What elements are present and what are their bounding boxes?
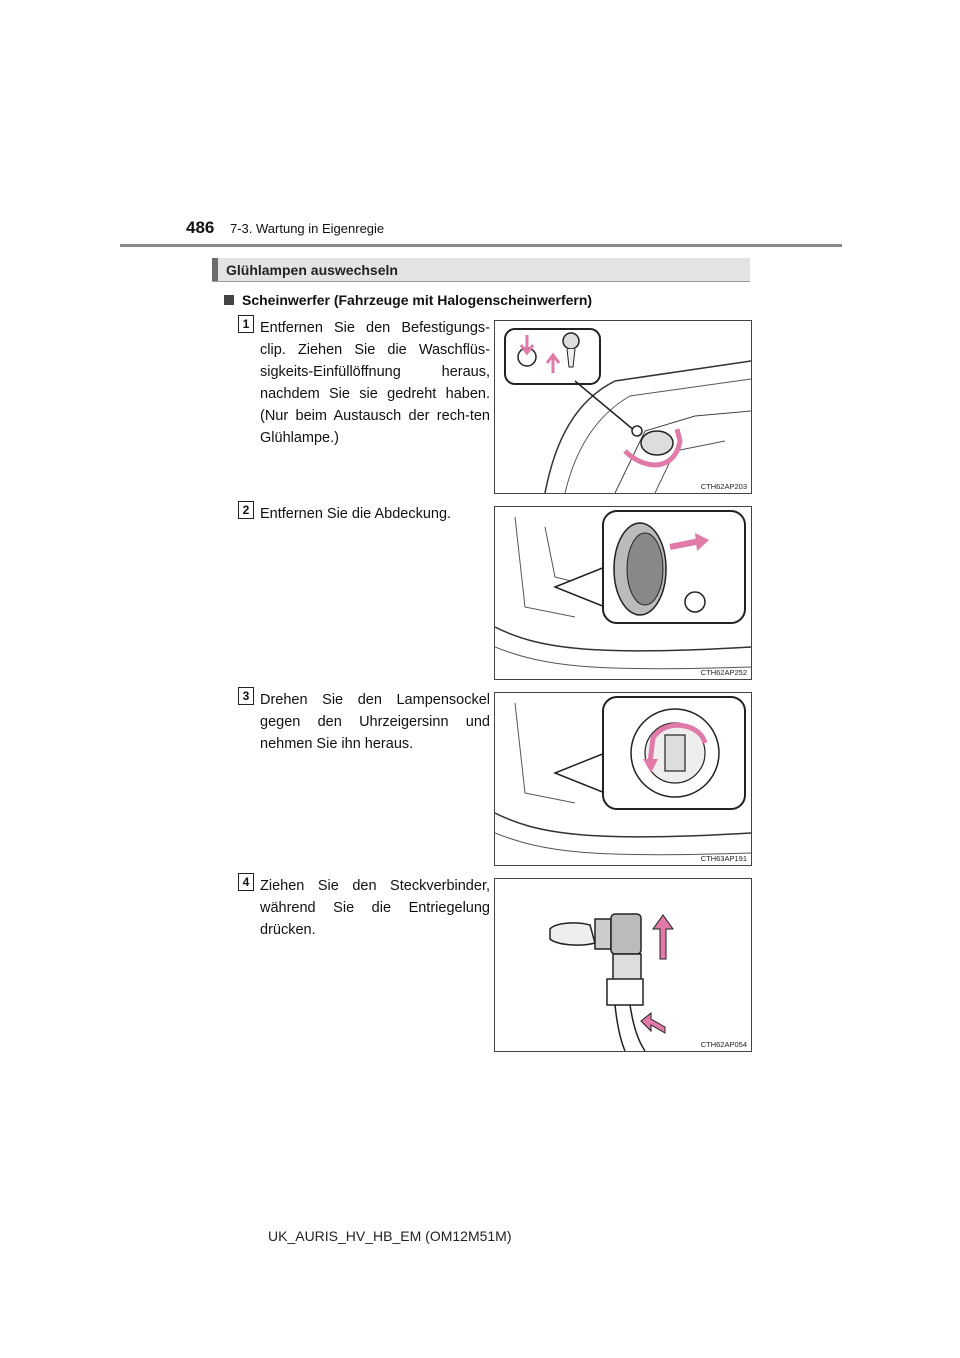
section-heading-underline (212, 281, 750, 282)
figure-code: CTH63AP191 (700, 854, 747, 863)
figure-rotate-socket (494, 692, 752, 866)
step-number-2: 2 (238, 501, 254, 519)
figure-connector (494, 878, 752, 1052)
engine-bay-illustration-1 (495, 321, 751, 493)
figure-code: CTH62AP203 (700, 482, 747, 491)
bulb-connector-illustration (495, 879, 751, 1051)
subheading-text: Scheinwerfer (Fahrzeuge mit Halogenscheinwerfern) (242, 292, 593, 308)
document-footer: UK_AURIS_HV_HB_EM (OM12M51M) (268, 1228, 512, 1244)
step-text-4: Ziehen Sie den Steckverbinder, während Sie die Entriegelung drücken. (260, 878, 490, 938)
step-number-4: 4 (238, 873, 254, 891)
subheading (224, 292, 592, 308)
headlight-cover-illustration (495, 507, 751, 679)
step-number-3: 3 (238, 687, 254, 705)
step-text-1: Entfernen Sie den Befestigungs-clip. Ziehen Sie die Waschflüs-sigkeits-Einfüllöffnung heraus, nachdem Sie sie gedreht haben. (Nur beim Austausch der rech-ten Glühlampe.) (260, 320, 490, 446)
chapter-title: 7-3. Wartung in Eigenregie (230, 221, 385, 236)
section-heading-bar (212, 258, 750, 282)
figure-code: CTH62AP054 (700, 1040, 747, 1049)
square-bullet-icon (224, 295, 234, 305)
figure-remove-clip (494, 320, 752, 494)
lamp-socket-illustration (495, 693, 751, 865)
step-text-3: Drehen Sie den Lampensockel gegen den Uhrzeigersinn und nehmen Sie ihn heraus. (260, 692, 490, 752)
section-heading-accent (212, 258, 218, 282)
step-text-2: Entfernen Sie die Abdeckung. (260, 506, 452, 522)
figure-remove-cover (494, 506, 752, 680)
figure-code: CTH62AP252 (700, 668, 747, 677)
header-divider (120, 244, 842, 247)
page-number: 486 (186, 218, 215, 237)
section-heading: Glühlampen auswechseln (226, 262, 398, 278)
step-number-1: 1 (238, 315, 254, 333)
